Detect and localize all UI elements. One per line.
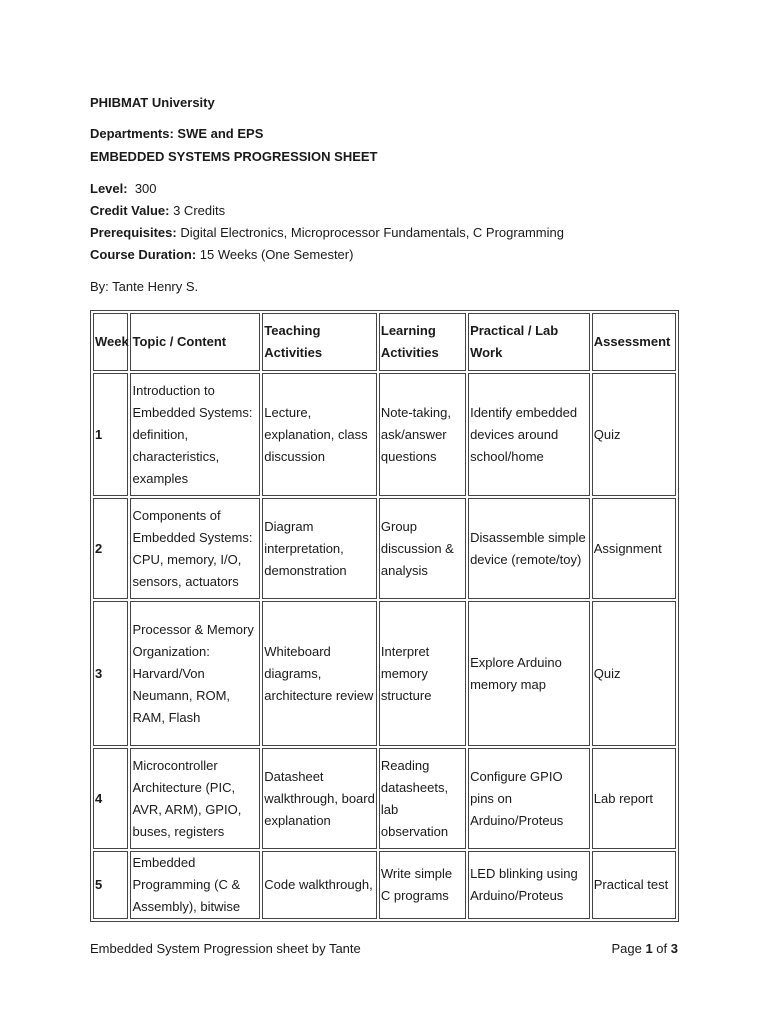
column-header-teaching: Teaching Activities [262, 313, 377, 371]
credit-value: 3 Credits [173, 203, 226, 218]
prerequisites-line [90, 225, 564, 240]
practical-cell: Explore Arduino memory map [468, 601, 590, 746]
level-value: 300 [134, 181, 157, 196]
practical-cell: Configure GPIO pins on Arduino/Proteus [468, 748, 590, 849]
practical-cell: Disassemble simple device (remote/toy) [468, 498, 590, 599]
page-of: of [656, 941, 668, 956]
table-row [93, 851, 676, 919]
assessment-cell: Quiz [592, 601, 676, 746]
table-row [93, 498, 676, 599]
topic-cell: Introduction to Embedded Systems: definition, characteristics, examples [130, 373, 260, 496]
prerequisites-value: Digital Electronics, Microprocessor Fundamentals, C Programming [180, 225, 564, 240]
topic-cell: Components of Embedded Systems: CPU, memory, I/O, sensors, actuators [130, 498, 260, 599]
topic-cell: Microcontroller Architecture (PIC, AVR, ARM), GPIO, buses, registers [130, 748, 260, 849]
university-name: PHIBMAT University [90, 95, 215, 110]
teaching-cell: Datasheet walkthrough, board explanation [262, 748, 377, 849]
column-header-assessment: Assessment [592, 313, 676, 371]
table-row [93, 373, 676, 496]
duration-label: Course Duration: [90, 247, 197, 262]
credit-line [90, 203, 225, 218]
assessment-cell: Practical test [592, 851, 676, 919]
level-label: Level: [90, 181, 128, 196]
assessment-cell: Assignment [592, 498, 676, 599]
learning-cell: Write simple C programs [379, 851, 466, 919]
departments-line: Departments: SWE and EPS [90, 126, 264, 141]
topic-cell: Processor & Memory Organization: Harvard/Von Neumann, ROM, RAM, Flash [130, 601, 260, 746]
assessment-cell: Lab report [592, 748, 676, 849]
table-header-row [93, 313, 676, 371]
column-header-practical: Practical / Lab Work [468, 313, 590, 371]
sheet-title: EMBEDDED SYSTEMS PROGRESSION SHEET [90, 149, 378, 164]
author-line: By: Tante Henry S. [90, 279, 199, 294]
teaching-cell: Whiteboard diagrams, architecture review [262, 601, 377, 746]
duration-value: 15 Weeks (One Semester) [199, 247, 354, 262]
learning-cell: Reading datasheets, lab observation [379, 748, 466, 849]
column-header-topic: Topic / Content [130, 313, 260, 371]
week-cell: 4 [93, 748, 128, 849]
practical-cell: LED blinking using Arduino/Proteus [468, 851, 590, 919]
level-line [90, 181, 157, 196]
column-header-learning: Learning Activities [379, 313, 466, 371]
page-prefix: Page [611, 941, 642, 956]
learning-cell: Note-taking, ask/answer questions [379, 373, 466, 496]
table-row [93, 601, 676, 746]
duration-line [90, 247, 353, 262]
learning-cell: Interpret memory structure [379, 601, 466, 746]
footer-text: Embedded System Progression sheet by Tante [90, 941, 361, 956]
teaching-cell: Code walkthrough, [262, 851, 377, 919]
topic-cell: Embedded Programming (C & Assembly), bitwise [130, 851, 260, 919]
column-header-week: Week [93, 313, 128, 371]
progression-table [90, 310, 679, 922]
practical-cell: Identify embedded devices around school/home [468, 373, 590, 496]
week-cell: 3 [93, 601, 128, 746]
assessment-cell: Quiz [592, 373, 676, 496]
page-current: 1 [645, 941, 653, 956]
teaching-cell: Diagram interpretation, demonstration [262, 498, 377, 599]
week-cell: 1 [93, 373, 128, 496]
learning-cell: Group discussion & analysis [379, 498, 466, 599]
prerequisites-label: Prerequisites: [90, 225, 177, 240]
table-row [93, 748, 676, 849]
week-cell: 2 [93, 498, 128, 599]
page-total: 3 [670, 941, 678, 956]
week-cell: 5 [93, 851, 128, 919]
credit-label: Credit Value: [90, 203, 170, 218]
page-number [611, 941, 678, 956]
teaching-cell: Lecture, explanation, class discussion [262, 373, 377, 496]
